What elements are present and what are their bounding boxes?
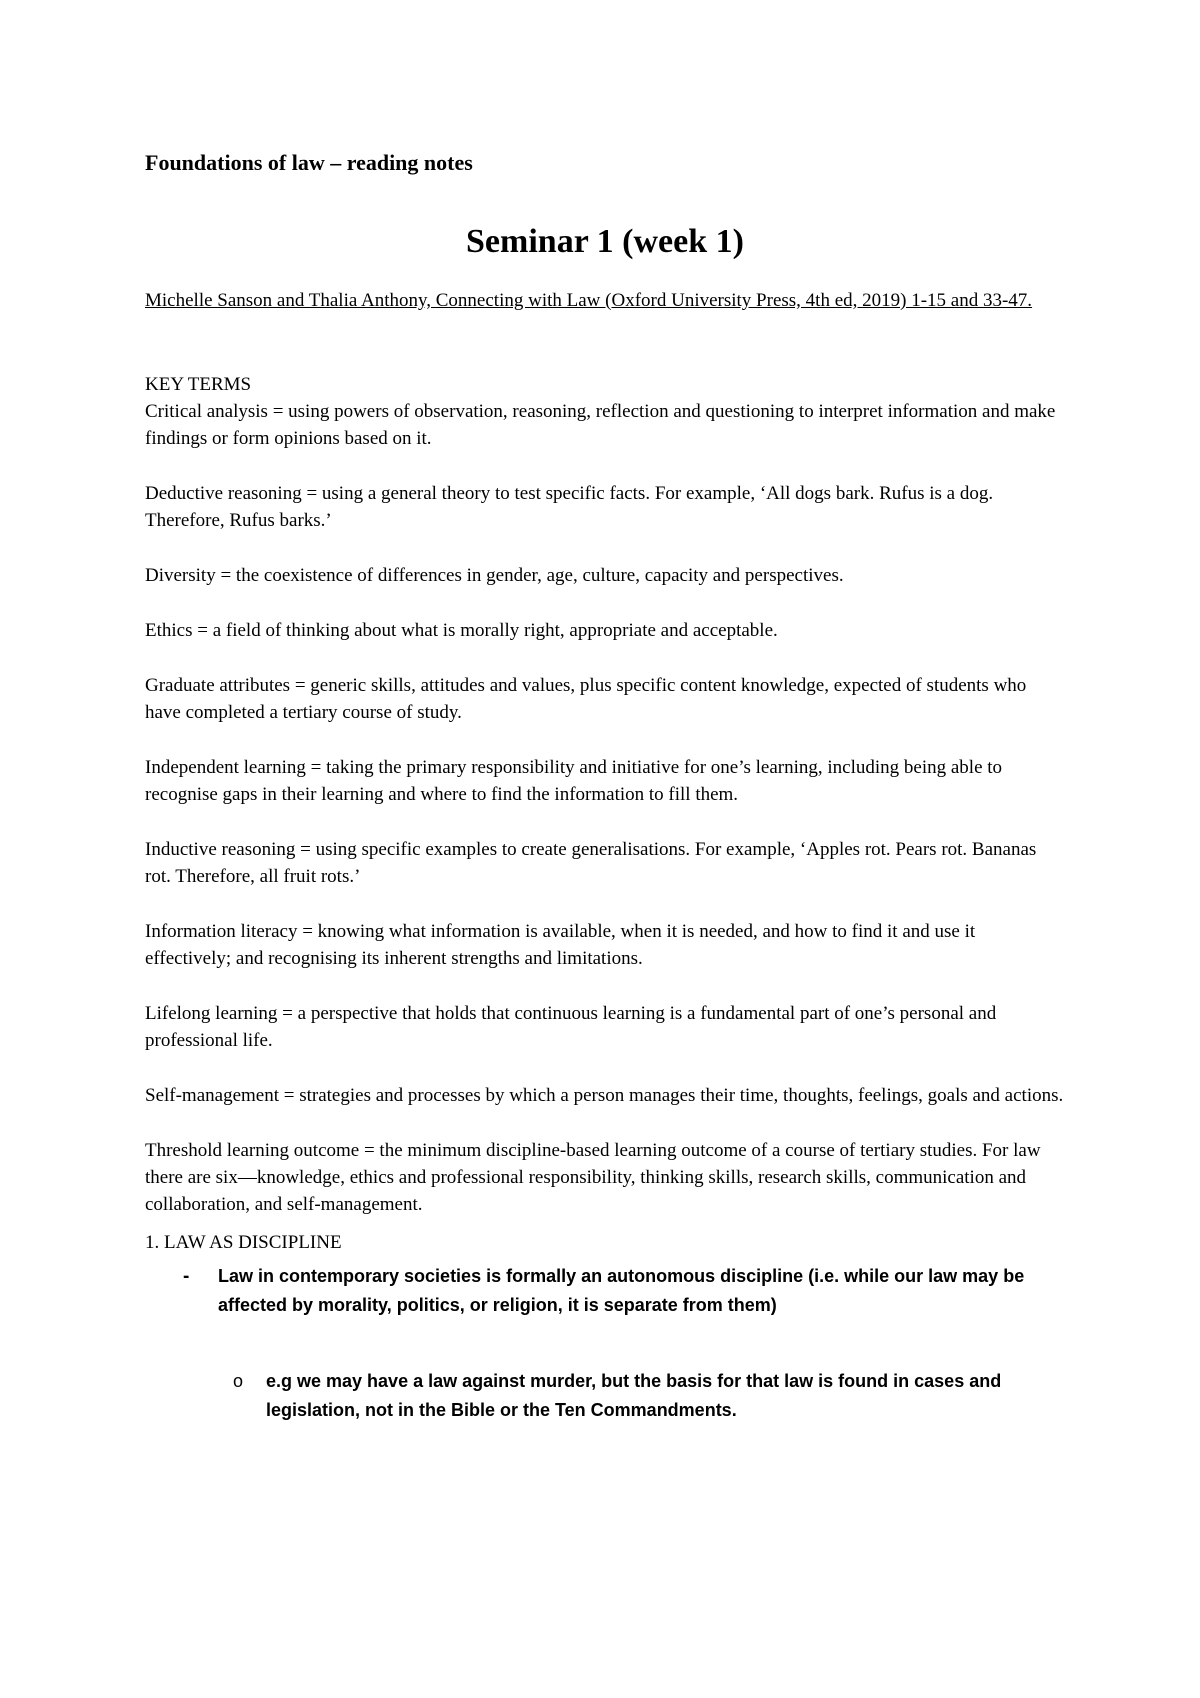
key-term-graduate-attributes: Graduate attributes = generic skills, attitudes and values, plus specific content knowledge, expected of students who have completed a tertiary course of study.	[145, 675, 1027, 723]
key-term-self-management: Self-management = strategies and processes by which a person manages their time, thoughts, feelings, goals and actions.	[145, 1085, 1064, 1106]
circle-bullet-icon: o	[233, 1371, 244, 1391]
key-term-threshold-learning-outcome: Threshold learning outcome = the minimum discipline-based learning outcome of a course of tertiary studies. For law there are six—knowledge, ethics and professional responsibility, thinking skills, research skills, communication and collaboration, and self-management.	[145, 1140, 1041, 1215]
key-term-inductive-reasoning: Inductive reasoning = using specific examples to create generalisations. For example, ‘Apples rot. Pears rot. Bananas rot. Therefore, all fruit rots.’	[145, 839, 1037, 887]
document-page	[145, 148, 1065, 1425]
key-term-lifelong-learning: Lifelong learning = a perspective that holds that continuous learning is a fundamental part of one’s personal and professional life.	[145, 1003, 997, 1051]
key-term-critical-analysis: Critical analysis = using powers of observation, reasoning, reflection and questioning to interpret information and make findings or form opinions based on it.	[145, 401, 1056, 449]
list-item	[145, 1262, 1065, 1320]
key-term-deductive-reasoning: Deductive reasoning = using a general theory to test specific facts. For example, ‘All dogs bark. Rufus is a dog. Therefore, Rufus barks.’	[145, 483, 994, 531]
key-term-information-literacy: Information literacy = knowing what information is available, when it is needed, and how to find it and use it effectively; and recognising its inherent strengths and limitations.	[145, 921, 976, 969]
seminar-heading: Seminar 1 (week 1)	[466, 223, 744, 260]
section-heading-law-as-discipline: 1. LAW AS DISCIPLINE	[145, 1232, 342, 1253]
key-term-diversity: Diversity = the coexistence of differences in gender, age, culture, capacity and perspectives.	[145, 565, 844, 586]
document-title: Foundations of law – reading notes	[145, 150, 473, 175]
dash-bullet-icon: -	[183, 1266, 190, 1287]
key-term-ethics: Ethics = a field of thinking about what is morally right, appropriate and acceptable.	[145, 620, 778, 641]
key-term-independent-learning: Independent learning = taking the primary responsibility and initiative for one’s learning, including being able to recognise gaps in their learning and where to find the information to fill them.	[145, 757, 1003, 805]
key-terms-list	[145, 398, 1065, 1218]
reading-citation: Michelle Sanson and Thalia Anthony, Connecting with Law (Oxford University Press, 4th ed, 2019) 1-15 and 33-47.	[145, 290, 1033, 311]
sub-list-item	[145, 1367, 1065, 1425]
sub-bullet-text: e.g we may have a law against murder, but the basis for that law is found in cases and legislation, not in the Bible or the Ten Commandments.	[266, 1371, 1002, 1420]
bullet-text: Law in contemporary societies is formally an autonomous discipline (i.e. while our law may be affected by morality, politics, or religion, it is separate from them)	[218, 1266, 1025, 1315]
key-terms-heading: KEY TERMS	[145, 374, 252, 395]
